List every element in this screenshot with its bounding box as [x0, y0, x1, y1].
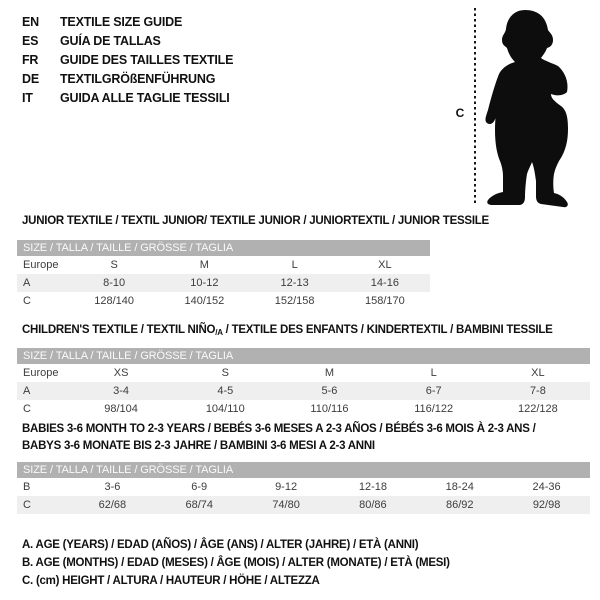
row-label: C [23, 403, 31, 415]
table-cell: 14-16 [370, 277, 399, 289]
children-title-main: CHILDREN'S TEXTILE / TEXTIL NIÑO [22, 324, 216, 336]
table-cell: 6-7 [425, 385, 442, 397]
size-header-bar: SIZE / TALLA / TAILLE / GRÖSSE / TAGLIA [17, 348, 590, 364]
table-cell: 6-9 [191, 481, 208, 493]
row-label: B [23, 481, 31, 493]
language-code: FR [22, 53, 39, 67]
junior-section-title: JUNIOR TEXTILE / TEXTIL JUNIOR/ TEXTILE JUNIOR / JUNIORTEXTIL / JUNIOR TESSILE [22, 215, 489, 227]
language-code: EN [22, 15, 39, 29]
toddler-silhouette-image [481, 4, 599, 210]
children-size-table [17, 348, 590, 418]
table-cell: M [199, 259, 209, 271]
language-row-it [22, 89, 233, 108]
table-row-months [17, 478, 590, 496]
children-title-subscript: /A [215, 328, 223, 337]
table-cell: L [291, 259, 298, 271]
language-row-de [22, 70, 233, 89]
table-cell: 152/158 [274, 295, 315, 307]
guide-title-es: GUÍA DE TALLAS [60, 34, 161, 48]
language-row-fr [22, 51, 233, 70]
table-cell: 74/80 [272, 499, 300, 511]
children-title-rest: / TEXTILE DES ENFANTS / KINDERTEXTIL / BAMBINI TESSILE [222, 324, 553, 336]
table-cell: 110/116 [310, 403, 349, 415]
table-row-age [17, 274, 430, 292]
table-cell: 18-24 [445, 481, 474, 493]
note-age-years: A. AGE (YEARS) / EDAD (AÑOS) / ÂGE (ANS) / ALTER (JAHRE) / ETÀ (ANNI) [22, 539, 419, 551]
note-age-months: B. AGE (MONTHS) / EDAD (MESES) / ÂGE (MOIS) / ALTER (MONATE) / ETÀ (MESI) [22, 557, 450, 569]
table-cell: 10-12 [190, 277, 219, 289]
table-cell: 158/170 [364, 295, 405, 307]
size-header-bar: SIZE / TALLA / TAILLE / GRÖSSE / TAGLIA [17, 240, 430, 256]
language-code: ES [22, 34, 39, 48]
babies-title-line2: BABYS 3-6 MONATE BIS 2-3 JAHRE / BAMBINI 3-6 MESI A 2-3 ANNI [22, 440, 375, 452]
row-label: C [23, 499, 31, 511]
table-row-height [17, 292, 430, 310]
language-row-es [22, 32, 233, 51]
table-cell: 140/152 [184, 295, 225, 307]
table-row-europe [17, 364, 590, 382]
table-cell: 3-6 [104, 481, 121, 493]
size-header-bar: SIZE / TALLA / TAILLE / GRÖSSE / TAGLIA [17, 462, 590, 478]
table-cell: 86/92 [445, 499, 474, 511]
row-label: Europe [23, 367, 59, 379]
language-code: IT [22, 91, 33, 105]
table-cell: XS [113, 367, 129, 379]
legend-notes [22, 536, 450, 590]
table-cell: 128/140 [94, 295, 134, 307]
table-cell: 5-6 [321, 385, 338, 397]
row-label: C [23, 295, 31, 307]
guide-title-de: TEXTILGRÖßENFÜHRUNG [60, 72, 216, 86]
table-row-height [17, 400, 590, 418]
table-cell: 80/86 [359, 499, 387, 511]
babies-section-title [22, 421, 536, 455]
language-code: DE [22, 72, 39, 86]
language-title-list [22, 13, 233, 108]
table-cell: 12-18 [358, 481, 387, 493]
row-label: A [23, 277, 31, 289]
table-cell: 9-12 [275, 481, 298, 493]
table-cell: L [430, 367, 437, 379]
junior-size-table [17, 240, 430, 310]
language-row-en [22, 13, 233, 32]
table-cell: 62/68 [98, 499, 127, 511]
guide-title-fr: GUIDE DES TAILLES TEXTILE [60, 53, 234, 67]
table-cell: XL [531, 367, 545, 379]
table-cell: XL [378, 259, 392, 271]
table-cell: 116/122 [414, 403, 454, 415]
note-height: C. (cm) HEIGHT / ALTURA / HAUTEUR / HÖHE / ALTEZZA [22, 575, 320, 587]
table-cell: 7-8 [529, 385, 546, 397]
table-row-height [17, 496, 590, 514]
babies-title-line1: BABIES 3-6 MONTH TO 2-3 YEARS / BEBÉS 3-6 MESES A 2-3 AÑOS / BÉBÉS 3-6 MOIS À 2-3 ANS / [22, 423, 536, 435]
table-cell: 92/98 [532, 499, 561, 511]
table-cell: S [110, 259, 118, 271]
table-cell: 8-10 [103, 277, 126, 289]
table-cell: 104/110 [205, 403, 245, 415]
table-cell: 24-36 [532, 481, 561, 493]
table-cell: 68/74 [185, 499, 213, 511]
table-cell: 12-13 [280, 277, 309, 289]
table-cell: 3-4 [113, 385, 130, 397]
height-measure-dashed-line [474, 8, 476, 206]
table-cell: M [324, 367, 335, 379]
table-cell: 4-5 [217, 385, 234, 397]
children-section-title [22, 323, 553, 340]
guide-title-it: GUIDA ALLE TAGLIE TESSILI [60, 91, 230, 105]
babies-size-table [17, 462, 590, 514]
height-marker-label: C [455, 106, 465, 120]
table-row-age [17, 382, 590, 400]
guide-title-en: TEXTILE SIZE GUIDE [60, 15, 183, 29]
table-cell: 122/128 [518, 403, 558, 415]
table-cell: 98/104 [104, 403, 138, 415]
row-label: A [23, 385, 31, 397]
table-row-europe [17, 256, 430, 274]
table-cell: S [221, 367, 229, 379]
row-label: Europe [23, 259, 59, 271]
